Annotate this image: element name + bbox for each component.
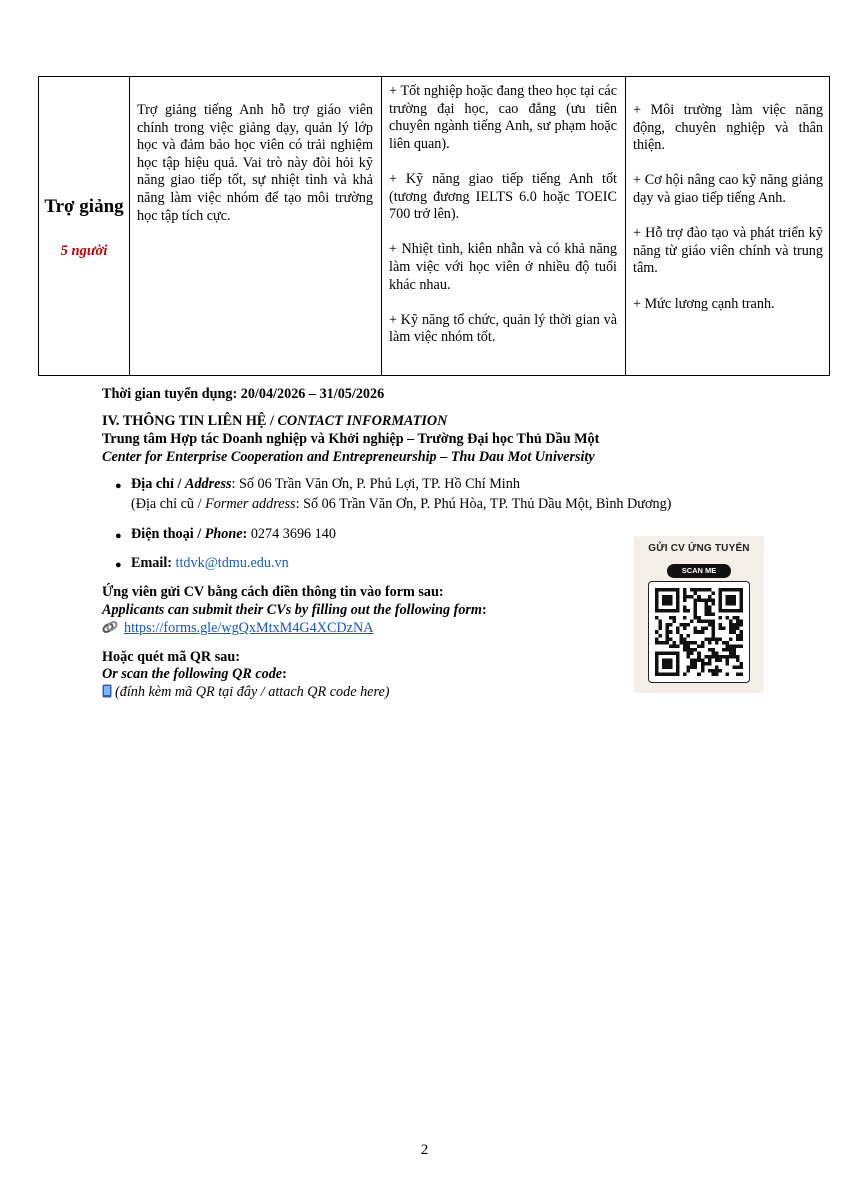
- phone-icon: [102, 684, 112, 698]
- former-address-value: : Số 06 Trần Văn Ơn, P. Phú Hòa, TP. Thủ Dầu Một, Bình Dương): [295, 496, 672, 512]
- bullet-dot: ●: [115, 559, 122, 571]
- column-divider: [625, 77, 626, 375]
- recruitment-period: Thời gian tuyển dụng: 20/04/2026 – 31/05/2026: [102, 386, 385, 402]
- address-line: [131, 475, 520, 493]
- benefit-item: + Mức lương cạnh tranh.: [633, 295, 775, 312]
- scan-me-badge: SCAN ME: [667, 564, 731, 578]
- org-name-en: Center for Enterprise Cooperation and Entrepreneurship – Thu Dau Mot University: [102, 449, 595, 465]
- address-label-en: Address: [185, 476, 232, 492]
- contact-heading-vi: IV. THÔNG TIN LIÊN HỆ /: [102, 413, 278, 429]
- requirement-item: + Tốt nghiệp hoặc đang theo học tại các trường đại học, cao đẳng (ưu tiên chuyên ngành tiếng Anh, sư phạm hoặc liên quan).: [389, 83, 617, 152]
- form-instruction-en: [102, 601, 487, 619]
- form-url-link[interactable]: https://forms.gle/wgQxMtxM4G4XCDzNA: [124, 620, 374, 636]
- benefits-cell: [633, 102, 823, 313]
- form-instruction-en-text: Applicants can submit their CVs by filling out the following form: [102, 602, 482, 618]
- former-address-open: (Địa chỉ cũ /: [131, 496, 206, 512]
- position-table: [38, 76, 830, 376]
- org-name-vi: Trung tâm Hợp tác Doanh nghiệp và Khởi nghiệp – Trường Đại học Thủ Dầu Một: [102, 431, 600, 447]
- phone-line: [131, 525, 336, 543]
- description-text: Trợ giảng tiếng Anh hỗ trợ giáo viên chính trong việc giảng dạy, quản lý lớp học và đảm bảo học viên có trải nghiệm học tập hiệu quả. Vai trò này đòi hỏi kỹ năng giao tiếp tốt, sự nhiệt tình và khả năng làm việc nhóm để tạo môi trường học tập tích cực.: [137, 102, 373, 224]
- qr-code[interactable]: [655, 588, 743, 676]
- former-address-label: Former address: [205, 496, 296, 512]
- form-instruction-vi: Ứng viên gửi CV bằng cách điền thông tin vào form sau:: [102, 584, 444, 600]
- qr-card-heading: GỬI CV ỨNG TUYỂN: [648, 543, 750, 554]
- requirement-item: + Kỹ năng giao tiếp tiếng Anh tốt (tương đương IELTS 6.0 hoặc TOEIC 700 trở lên).: [389, 170, 617, 223]
- qr-code-frame: [648, 581, 750, 683]
- benefit-item: + Môi trường làm việc năng động, chuyên nghiệp và thân thiện.: [633, 102, 823, 154]
- form-link-line: [102, 619, 373, 637]
- phone-value: 0274 3696 140: [250, 526, 336, 542]
- qr-instruction-colon: :: [282, 666, 287, 682]
- bullet-dot: ●: [115, 530, 122, 542]
- qr-instruction-en-text: Or scan the following QR code: [102, 666, 283, 682]
- phone-label-en: Phone: [204, 526, 243, 542]
- former-address-line: [131, 495, 671, 513]
- contact-heading-en: CONTACT INFORMATION: [277, 413, 448, 429]
- form-instruction-colon: :: [481, 602, 487, 618]
- qr-note: (đính kèm mã QR tại đây / attach QR code here): [115, 684, 390, 700]
- column-divider: [129, 77, 130, 375]
- qr-card: [634, 536, 764, 693]
- phone-colon: :: [242, 526, 251, 542]
- qr-instruction-en: [102, 665, 287, 683]
- address-value: : Số 06 Trần Văn Ơn, P. Phú Lợi, TP. Hồ Chí Minh: [231, 476, 520, 492]
- contact-heading: [102, 412, 447, 430]
- requirement-item: + Nhiệt tình, kiên nhẫn và có khả năng làm việc với học viên ở nhiều độ tuổi khác nhau.: [389, 241, 617, 293]
- phone-label: Điện thoại /: [131, 526, 205, 542]
- position-count: 5 người: [60, 243, 108, 259]
- benefit-item: + Hỗ trợ đào tạo và phát triển kỹ năng từ giáo viên chính và trung tâm.: [633, 225, 823, 277]
- email-line: [131, 554, 289, 572]
- email-link[interactable]: ttdvk@tdmu.edu.vn: [175, 555, 289, 571]
- requirements-cell: [389, 83, 617, 347]
- page-number: 2: [420, 1142, 429, 1158]
- email-label: Email:: [131, 555, 176, 571]
- requirement-item: + Kỹ năng tổ chức, quản lý thời gian và làm việc nhóm tốt.: [389, 311, 617, 346]
- benefit-item: + Cơ hội nâng cao kỹ năng giảng dạy và giao tiếp tiếng Anh.: [633, 172, 823, 206]
- column-divider: [381, 77, 382, 375]
- address-label: Địa chỉ /: [131, 476, 185, 492]
- bullet-dot: ●: [115, 480, 122, 492]
- link-icon: [102, 620, 118, 634]
- qr-note-line: [102, 683, 389, 701]
- position-title: Trợ giảng: [44, 196, 124, 217]
- qr-instruction-vi: Hoặc quét mã QR sau:: [102, 649, 240, 665]
- job-description: [137, 102, 373, 225]
